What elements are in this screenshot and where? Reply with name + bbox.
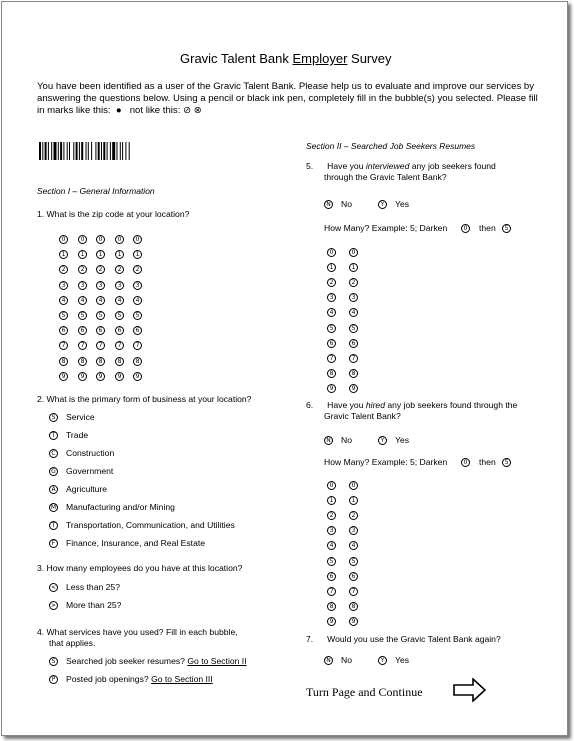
count-digit-bubble[interactable]: 8 (349, 602, 358, 611)
section-link[interactable]: Go to Section III (151, 674, 213, 684)
count-digit-bubble[interactable]: 4 (327, 308, 336, 317)
zip-digit-bubble[interactable]: 6 (59, 326, 68, 335)
yes-label: Yes (395, 655, 410, 665)
count-digit-bubble[interactable]: 6 (327, 572, 336, 581)
title-underlined: Employer (292, 51, 348, 66)
zip-digit-bubble[interactable]: 6 (115, 326, 124, 335)
business-type-bubble[interactable]: S (49, 413, 58, 422)
zip-digit-bubble[interactable]: 8 (133, 357, 142, 366)
business-type-label: Agriculture (66, 484, 108, 494)
zip-digit-bubble[interactable]: 5 (96, 311, 105, 320)
barcode-bar (42, 142, 43, 160)
zip-digit-bubble[interactable]: 0 (96, 235, 105, 244)
barcode-bar (86, 142, 87, 160)
how-many-then: then (479, 223, 496, 233)
zip-digit-bubble[interactable]: 2 (133, 265, 142, 274)
business-type-label: Trade (66, 430, 89, 440)
barcode-bar (39, 142, 41, 160)
zip-digit-bubble[interactable]: 0 (115, 235, 124, 244)
zip-digit-bubble[interactable]: 4 (59, 296, 68, 305)
barcode-bar (122, 142, 123, 160)
count-digit-bubble[interactable]: 3 (349, 293, 358, 302)
how-many-label: How Many? Example: 5; Darken (324, 457, 448, 467)
question-6-line2: Gravic Talent Bank? (324, 411, 401, 421)
how-many-then: then (479, 457, 496, 467)
zip-digit-bubble[interactable]: 2 (96, 265, 105, 274)
barcode-bar (107, 142, 108, 160)
zip-digit-bubble[interactable]: 3 (59, 281, 68, 290)
yes-label: Yes (395, 199, 410, 209)
barcode-bar (58, 142, 59, 160)
business-type-bubble[interactable]: A (49, 485, 58, 494)
filled-bubble-example: ● (115, 105, 122, 116)
question-2: 2. What is the primary form of business at your location? (37, 394, 252, 404)
q5-post: any job seekers found (409, 161, 496, 171)
service-label: Searched job seeker resumes? (66, 656, 188, 666)
barcode-bar (60, 142, 62, 160)
example-bubble-first[interactable]: 0 (461, 458, 470, 467)
intro-not-like: not like this: (129, 105, 181, 116)
barcode-bar (54, 142, 57, 160)
zip-digit-bubble[interactable]: 9 (78, 372, 87, 381)
count-digit-bubble[interactable]: 1 (327, 263, 336, 272)
count-digit-bubble[interactable]: 6 (327, 339, 336, 348)
zip-digit-bubble[interactable]: 5 (115, 311, 124, 320)
business-type-bubble[interactable]: G (49, 467, 58, 476)
employee-count-label: More than 25? (66, 600, 122, 610)
barcode-bar (112, 142, 115, 160)
count-digit-bubble[interactable]: 2 (349, 511, 358, 520)
barcode-bar (76, 142, 78, 160)
service-bubble[interactable]: S (49, 657, 58, 666)
business-type-label: Construction (66, 448, 115, 458)
count-digit-bubble[interactable]: 7 (349, 354, 358, 363)
count-digit-bubble[interactable]: 3 (349, 526, 358, 535)
section-1-heading: Section I – General Information (37, 186, 155, 196)
count-digit-bubble[interactable]: 7 (327, 587, 336, 596)
employee-count-bubble[interactable]: < (50, 584, 57, 591)
zip-digit-bubble[interactable]: 9 (115, 372, 124, 381)
example-bubble-first[interactable]: 0 (461, 224, 470, 233)
count-digit-bubble[interactable]: 4 (349, 541, 358, 550)
title-part: Gravic Talent Bank (180, 51, 293, 66)
zip-digit-bubble[interactable]: 9 (133, 372, 142, 381)
zip-digit-bubble[interactable]: 4 (96, 296, 105, 305)
count-digit-bubble[interactable]: 7 (327, 354, 336, 363)
barcode-bar (67, 142, 68, 160)
barcode-bar (129, 142, 130, 160)
intro-text: You have been identified as a user of the Gravic Talent Bank. Please help us to evaluate and improve our services by answering the questions below. Using a pencil or black ink pen, completely fill in the bubble(s) you selected. Please fill in marks like this: (37, 81, 538, 116)
zip-digit-bubble[interactable]: 0 (78, 235, 87, 244)
barcode-bar (110, 142, 111, 160)
barcode (39, 142, 179, 160)
count-digit-bubble[interactable]: 3 (327, 526, 336, 535)
q5-number: 5. (306, 161, 314, 171)
barcode-bar (88, 142, 89, 160)
count-digit-bubble[interactable]: 9 (327, 617, 336, 626)
business-type-bubble[interactable]: T (49, 431, 58, 440)
question-7 (306, 634, 501, 645)
count-digit-bubble[interactable]: 1 (349, 263, 358, 272)
yes-bubble[interactable]: Y (378, 436, 387, 445)
zip-digit-bubble[interactable]: 8 (96, 357, 105, 366)
barcode-bar (81, 142, 83, 160)
zip-digit-bubble[interactable]: 1 (59, 250, 68, 259)
barcode-bar (103, 142, 105, 160)
zip-digit-bubble[interactable]: 7 (133, 341, 142, 350)
barcode-bar (95, 142, 96, 160)
yes-bubble[interactable]: Y (378, 656, 387, 665)
count-digit-bubble[interactable]: 2 (327, 511, 336, 520)
q5-emphasis: interviewed (365, 161, 410, 171)
service-label: Posted job openings? (66, 674, 152, 684)
barcode-bar (45, 142, 47, 160)
zip-digit-bubble[interactable]: 5 (78, 311, 87, 320)
count-digit-bubble[interactable]: 2 (349, 278, 358, 287)
count-digit-bubble[interactable]: 5 (327, 557, 336, 566)
zip-digit-bubble[interactable]: 7 (96, 341, 105, 350)
zip-digit-bubble[interactable]: 1 (78, 250, 87, 259)
zip-digit-bubble[interactable]: 6 (96, 326, 105, 335)
count-digit-bubble[interactable]: 5 (349, 557, 358, 566)
count-digit-bubble[interactable]: 7 (349, 587, 358, 596)
employee-count-bubble[interactable]: > (50, 602, 57, 609)
service-option (66, 656, 247, 666)
intro-paragraph (37, 81, 547, 117)
survey-page (1, 1, 568, 736)
count-digit-bubble[interactable]: 6 (349, 572, 358, 581)
survey-title (180, 51, 391, 66)
count-digit-bubble[interactable]: 0 (327, 481, 336, 490)
zip-digit-bubble[interactable]: 3 (78, 281, 87, 290)
count-digit-bubble[interactable]: 0 (327, 248, 336, 257)
zip-digit-bubble[interactable]: 4 (78, 296, 87, 305)
zip-digit-bubble[interactable]: 1 (133, 250, 142, 259)
count-digit-bubble[interactable]: 1 (349, 496, 358, 505)
zip-digit-bubble[interactable]: 1 (115, 250, 124, 259)
zip-digit-bubble[interactable]: 5 (133, 311, 142, 320)
zip-digit-bubble[interactable]: 9 (59, 372, 68, 381)
barcode-bar (120, 142, 121, 160)
zip-digit-bubble[interactable]: 1 (96, 250, 105, 259)
q6-emphasis: hired (365, 400, 385, 410)
q7-number: 7. (306, 634, 314, 644)
zip-digit-bubble[interactable]: 0 (59, 235, 68, 244)
example-bubble-second[interactable]: 5 (502, 224, 511, 233)
barcode-bar (51, 142, 52, 160)
question-3: 3. How many employees do you have at this location? (37, 563, 243, 573)
count-digit-bubble[interactable]: 5 (327, 324, 336, 333)
business-type-label: Finance, Insurance, and Real Estate (66, 538, 206, 548)
count-digit-bubble[interactable]: 4 (349, 308, 358, 317)
q6-post: any job seekers found through the (384, 400, 518, 410)
barcode-bar (48, 142, 49, 160)
zip-digit-bubble[interactable]: 9 (96, 372, 105, 381)
count-digit-bubble[interactable]: 5 (349, 324, 358, 333)
barcode-bar (91, 142, 92, 160)
employee-count-label: Less than 25? (66, 582, 120, 592)
count-digit-bubble[interactable]: 3 (327, 293, 336, 302)
question-6 (306, 400, 517, 411)
business-type-label: Manufacturing and/or Mining (66, 502, 175, 512)
zip-digit-bubble[interactable]: 0 (133, 235, 142, 244)
q6-number: 6. (306, 400, 314, 410)
barcode-bar (69, 142, 70, 160)
count-digit-bubble[interactable]: 6 (349, 339, 358, 348)
zip-digit-bubble[interactable]: 8 (115, 357, 124, 366)
business-type-bubble[interactable]: C (49, 449, 58, 458)
zip-digit-bubble[interactable]: 5 (59, 311, 68, 320)
barcode-bar (98, 142, 100, 160)
zip-digit-bubble[interactable]: 7 (59, 341, 68, 350)
service-bubble[interactable]: P (49, 675, 58, 684)
business-type-bubble[interactable]: T (49, 521, 58, 530)
section-link[interactable]: Go to Section II (187, 656, 247, 666)
example-bubble-second[interactable]: 5 (502, 458, 511, 467)
count-digit-bubble[interactable]: 9 (327, 384, 336, 393)
count-digit-bubble[interactable]: 8 (327, 369, 336, 378)
count-digit-bubble[interactable]: 0 (349, 481, 358, 490)
question-5-line2: through the Gravic Talent Bank? (324, 172, 447, 182)
barcode-bar (63, 142, 64, 160)
zip-digit-bubble[interactable]: 6 (133, 326, 142, 335)
barcode-bar (73, 142, 74, 160)
question-4-line2: that applies. (49, 638, 96, 648)
count-digit-bubble[interactable]: 1 (327, 496, 336, 505)
how-many-label: How Many? Example: 5; Darken (324, 223, 448, 233)
zip-digit-bubble[interactable]: 3 (96, 281, 105, 290)
barcode-bar (79, 142, 80, 160)
service-option (66, 674, 213, 684)
q7-text: Would you use the Gravic Talent Bank again? (327, 634, 501, 644)
turn-page-text: Turn Page and Continue (306, 685, 423, 699)
bad-marks-example: ⊘ ⊗ (183, 105, 202, 116)
zip-digit-bubble[interactable]: 7 (115, 341, 124, 350)
question-4-line1: 4. What services have you used? Fill in each bubble, (37, 627, 238, 637)
yes-bubble[interactable]: Y (378, 200, 387, 209)
section-2-heading: Section II – Searched Job Seekers Resumes (306, 141, 476, 151)
zip-digit-bubble[interactable]: 7 (78, 341, 87, 350)
zip-digit-bubble[interactable]: 4 (115, 296, 124, 305)
no-label: No (341, 655, 352, 665)
yes-label: Yes (395, 435, 410, 445)
count-digit-bubble[interactable]: 8 (349, 369, 358, 378)
zip-digit-bubble[interactable]: 2 (59, 265, 68, 274)
barcode-bar (125, 142, 126, 160)
barcode-bar (117, 142, 118, 160)
no-bubble[interactable]: N (324, 656, 333, 665)
zip-digit-bubble[interactable]: 8 (59, 357, 68, 366)
question-1: 1. What is the zip code at your location? (37, 209, 190, 219)
count-digit-bubble[interactable]: 9 (349, 384, 358, 393)
question-5 (306, 161, 496, 172)
arrow-right-icon (453, 678, 487, 702)
zip-digit-bubble[interactable]: 3 (115, 281, 124, 290)
barcode-bar (101, 142, 102, 160)
count-digit-bubble[interactable]: 8 (327, 602, 336, 611)
no-bubble[interactable]: N (324, 436, 333, 445)
zip-digit-bubble[interactable]: 4 (133, 296, 142, 305)
zip-digit-bubble[interactable]: 6 (78, 326, 87, 335)
zip-digit-bubble[interactable]: 8 (78, 357, 87, 366)
q6-pre: Have you (327, 400, 366, 410)
title-part-end: Survey (347, 51, 392, 66)
count-digit-bubble[interactable]: 0 (349, 248, 358, 257)
zip-digit-bubble[interactable]: 3 (133, 281, 142, 290)
no-label: No (341, 435, 352, 445)
no-label: No (341, 199, 352, 209)
count-digit-bubble[interactable]: 2 (327, 278, 336, 287)
count-digit-bubble[interactable]: 9 (349, 617, 358, 626)
business-type-bubble[interactable]: M (50, 504, 57, 511)
q5-pre: Have you (327, 161, 366, 171)
business-type-label: Service (66, 412, 95, 422)
zip-digit-bubble[interactable]: 2 (115, 265, 124, 274)
business-type-bubble[interactable]: F (49, 539, 58, 548)
zip-digit-bubble[interactable]: 2 (78, 265, 87, 274)
no-bubble[interactable]: N (324, 200, 333, 209)
business-type-label: Government (66, 466, 114, 476)
count-digit-bubble[interactable]: 4 (327, 541, 336, 550)
business-type-label: Transportation, Communication, and Utilities (66, 520, 235, 530)
